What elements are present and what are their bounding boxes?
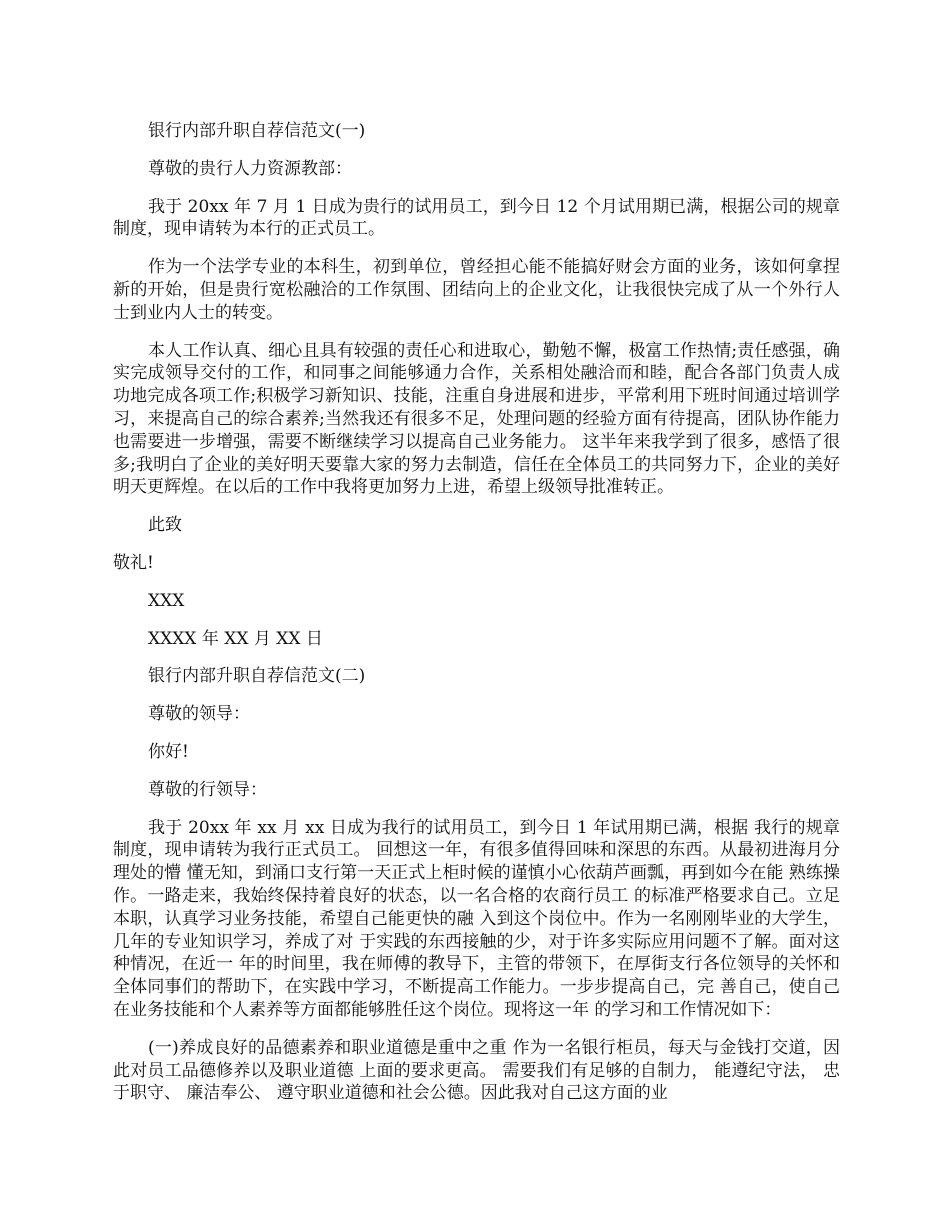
letter-2-salutation: 尊敬的领导： bbox=[148, 704, 250, 725]
letter-2-paragraph-1: 我于 20xx 年 xx 月 xx 日成为我行的试用员工，到今日 1 年试用期已满，根据 我行的规章制度，现申请转为我行正式员工。 回想这一年，有很多值得回味和深思的东西。从最初进海月分理处的懵 懂无知，到涌口支行第一天正式上柜时候的谨慎小心依葫芦画瓢，再到如今在能 熟练操作。一路走来，我始终保持着良好的状态，以一名合格的农商行员工 的标准严格要求自己。立足本职，认真学习业务技能，希望自己能更快的融 入到这个岗位中。作为一名刚刚毕业的大学生，几年的专业知识学习，养成了对 于实践的东西接触的少，对于许多实际应用问题不了解。面对这种情况，在近一 年的时间里，我在师傅的教导下，主管的带领下，在厚街支行各位领导的关怀和 全体同事们的帮助下，在实践中学习，不断提高工作能力。一步步提高自己，完 善自己，使自己在业务技能和个人素养等方面都能够胜任这个岗位。现将这一年 的学习和工作情况如下： bbox=[113, 817, 840, 1020]
letter-1-paragraph-1: 我于 20xx 年 7 月 1 日成为贵行的试用员工，到今日 12 个月试用期已满，根据公司的规章制度，现申请转为本行的正式员工。 bbox=[113, 196, 840, 240]
letter-2-title: 银行内部升职自荐信范文(二) bbox=[148, 666, 366, 687]
letter-2-salutation-2: 尊敬的行领导： bbox=[148, 779, 267, 800]
document-page bbox=[113, 120, 840, 1120]
letter-1-salutation: 尊敬的贵行人力资源教部： bbox=[148, 158, 352, 179]
letter-1-regards: 敬礼! bbox=[113, 552, 154, 573]
letter-1-signature: XXX bbox=[148, 590, 185, 611]
letter-2-greeting: 你好! bbox=[148, 741, 189, 762]
letter-1-title: 银行内部升职自荐信范文(一) bbox=[148, 121, 366, 141]
letter-2-paragraph-2: (一)养成良好的品德素养和职业道德是重中之重 作为一名银行柜员，每天与金钱打交道，因此对员工品德修养以及职业道德 上面的要求更高。 需要我们有足够的自制力， 能遵纪守法， 忠于职守、 廉洁奉公、 遵守职业道德和社会公德。因此我对自己这方面的业 bbox=[113, 1037, 840, 1104]
letter-1-date: XXXX 年 XX 月 XX 日 bbox=[148, 628, 323, 649]
letter-1-paragraph-3: 本人工作认真、细心且具有较强的责任心和进取心，勤勉不懈，极富工作热情;责任感强，确实完成领导交付的工作，和同事之间能够通力合作，关系相处融洽而和睦，配合各部门负责人成功地完成各项工作;积极学习新知识、技能，注重自身进展和进步，平常利用下班时间通过培训学习，来提高自己的综合素养;当然我还有很多不足，处理问题的经验方面有待提高，团队协作能力也需要进一步增强，需要不断继续学习以提高自己业务能力。 这半年来我学到了很多，感悟了很多;我明白了企业的美好明天要靠大家的努力去制造，信任在全体员工的共同努力下，企业的美好明天更辉煌。在以后的工作中我将更加努力上进，希望上级领导批准转正。 bbox=[113, 340, 840, 498]
letter-1-closing: 此致 bbox=[148, 515, 182, 536]
letter-1-paragraph-2: 作为一个法学专业的本科生，初到单位，曾经担心能不能搞好财会方面的业务，该如何拿捏新的开始，但是贵行宽松融洽的工作氛围、团结向上的企业文化，让我很快完成了从一个外行人士到业内人士的转变。 bbox=[113, 257, 840, 323]
